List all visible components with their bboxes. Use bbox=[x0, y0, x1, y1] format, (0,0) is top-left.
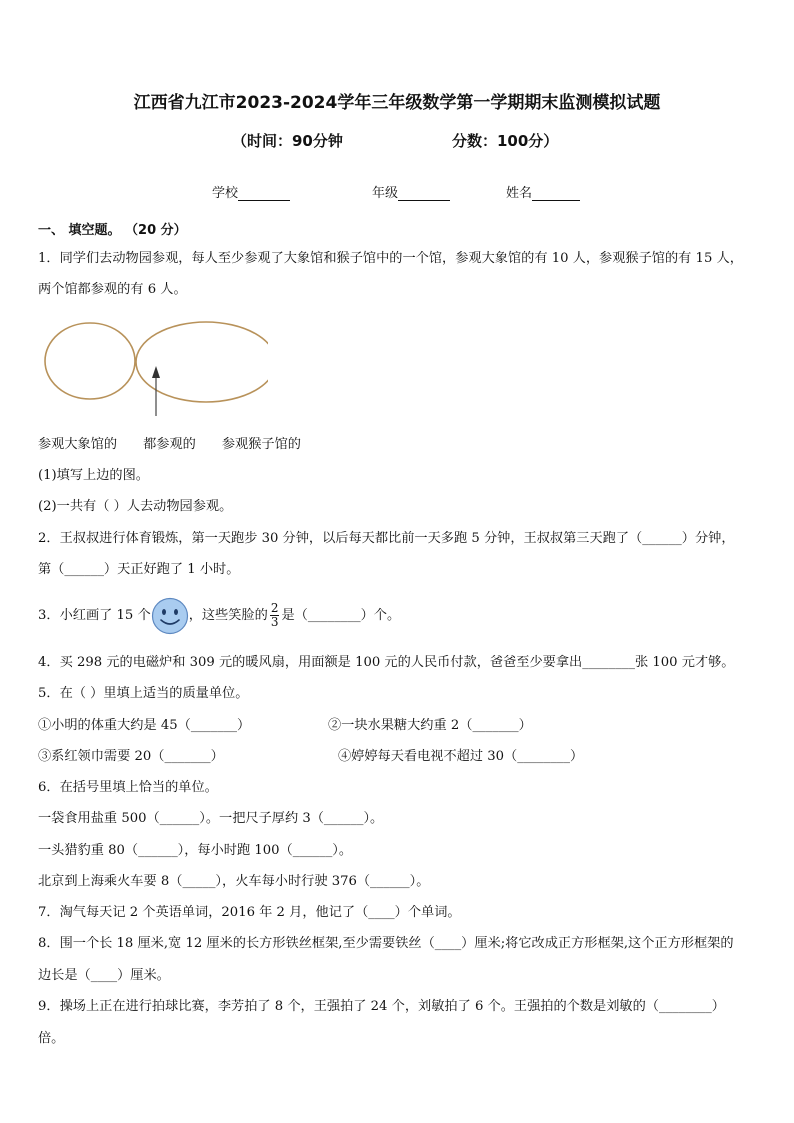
q5-d: ④婷婷每天看电视不超过 30（________） bbox=[338, 749, 584, 764]
q8-line2: 边长是（____）厘米。 bbox=[38, 968, 170, 983]
q1-line1: 1．同学们去动物园参观，每人至少参观了大象馆和猴子馆中的一个馆，参观大象馆的有 10 人，参观猴子馆的有 15 人， bbox=[38, 251, 743, 266]
grade-blank[interactable] bbox=[398, 186, 450, 201]
q8-line1: 8．围一个长 18 厘米,宽 12 厘米的长方形铁丝框架,至少需要铁丝（____）厘米;将它改成正方形框架,这个正方形框架的 bbox=[38, 936, 734, 951]
q2-line1: 2．王叔叔进行体育锻炼，第一天跑步 30 分钟，以后每天都比前一天多跑 5 分钟，王叔叔第三天跑了（______）分钟， bbox=[38, 531, 735, 546]
q5-a: ①小明的体重大约是 45（_______） bbox=[38, 718, 251, 733]
name-blank[interactable] bbox=[532, 186, 580, 201]
q3-mid: ，这些笑脸的 bbox=[188, 608, 268, 623]
smiley-face-icon bbox=[151, 597, 189, 635]
name-label: 姓名 bbox=[506, 186, 533, 201]
q1-line2: 两个馆都参观的有 6 人。 bbox=[38, 282, 187, 297]
label-elephant-only: 参观大象馆的 bbox=[38, 437, 118, 452]
venn-diagram bbox=[38, 316, 268, 424]
q6-l1: 一袋食用盐重 500（______）。一把尺子厚约 3（______）。 bbox=[38, 811, 384, 826]
label-both: 都参观的 bbox=[143, 437, 196, 452]
q6-l2: 一头猎豹重 80（______），每小时跑 100（______）。 bbox=[38, 843, 353, 858]
grade-field[interactable] bbox=[372, 182, 450, 201]
exam-score: 分数：100分） bbox=[452, 132, 559, 150]
label-monkey-only: 参观猴子馆的 bbox=[221, 437, 301, 452]
q1-sub1: (1)填写上边的图。 bbox=[38, 468, 149, 483]
q6-title: 6．在括号里填上恰当的单位。 bbox=[38, 780, 218, 795]
fraction-denominator: 3 bbox=[270, 615, 279, 629]
venn-labels bbox=[38, 436, 301, 454]
q6-l3: 北京到上海乘火车要 8（_____），火车每小时行驶 376（______）。 bbox=[38, 874, 430, 889]
q7-line: 7．淘气每天记 2 个英语单词，2016 年 2 月，他记了（____）个单词。 bbox=[38, 905, 461, 920]
q4-line: 4．买 298 元的电磁炉和 309 元的暖风扇，用面额是 100 元的人民币付款，爸爸至少要拿出________张 100 元才够。 bbox=[38, 655, 735, 670]
venn-left-ellipse bbox=[45, 323, 135, 399]
fraction-two-thirds bbox=[270, 602, 280, 629]
grade-label: 年级 bbox=[372, 186, 399, 201]
fraction-numerator: 2 bbox=[270, 601, 279, 615]
q9-line2: 倍。 bbox=[38, 1031, 65, 1046]
q2-line2: 第（______）天正好跑了 1 小时。 bbox=[38, 562, 240, 577]
q3-pre: 3．小红画了 15 个 bbox=[38, 608, 151, 623]
arrow-up-icon bbox=[152, 366, 160, 378]
school-blank[interactable] bbox=[238, 186, 290, 201]
q5-title: 5．在（ ）里填上适当的质量单位。 bbox=[38, 686, 249, 701]
name-field[interactable] bbox=[506, 182, 580, 201]
school-field[interactable] bbox=[212, 182, 290, 201]
school-label: 学校 bbox=[212, 186, 239, 201]
section-1-title: 一、 填空题。 （20 分） bbox=[38, 223, 187, 238]
q1-sub2: (2)一共有（ ）人去动物园参观。 bbox=[38, 499, 233, 514]
q3-line bbox=[38, 596, 400, 636]
page-title: 江西省九江市2023-2024学年三年级数学第一学期期末监测模拟试题 bbox=[133, 93, 661, 113]
q5-c: ③系红领巾需要 20（_______） bbox=[38, 749, 224, 764]
q3-post: 是（________）个。 bbox=[281, 608, 401, 623]
q9-line1: 9．操场上正在进行拍球比赛，李芳拍了 8 个，王强拍了 24 个，刘敏拍了 6 个。王强拍的个数是刘敏的（________） bbox=[38, 999, 725, 1014]
q5-b: ②一块水果糖大约重 2（_______） bbox=[328, 718, 532, 733]
exam-time: （时间：90分钟 bbox=[232, 132, 343, 150]
